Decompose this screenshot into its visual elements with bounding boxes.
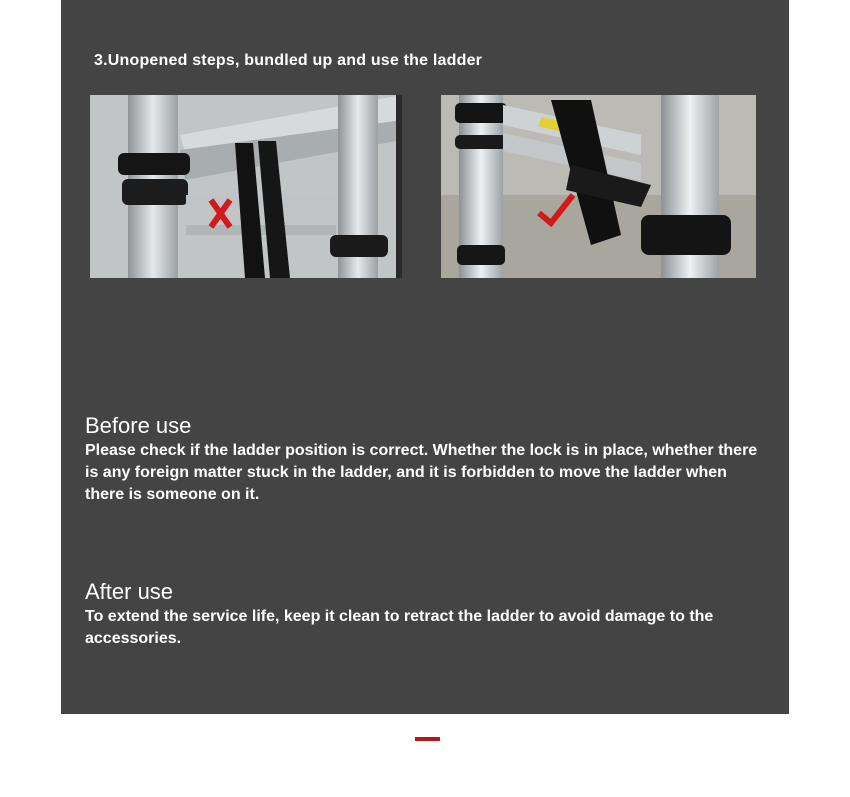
step-heading: 3.Unopened steps, bundled up and use the ladder [94,52,483,69]
wrong-usage-photo [90,95,402,278]
content-panel [61,0,789,714]
before-use-title: Before use [85,413,192,438]
correct-usage-photo [441,95,756,278]
before-use-text: Please check if the ladder position is correct. Whether the lock is in place, whether there is any foreign matter stuck in the ladder, and it is forbidden to move the ladder when there is someone on it. [85,442,758,503]
after-use-text: To extend the service life, keep it clean to retract the ladder to avoid damage to the accessories. [85,608,714,647]
after-use-title: After use [85,579,174,604]
accent-divider [415,737,440,741]
